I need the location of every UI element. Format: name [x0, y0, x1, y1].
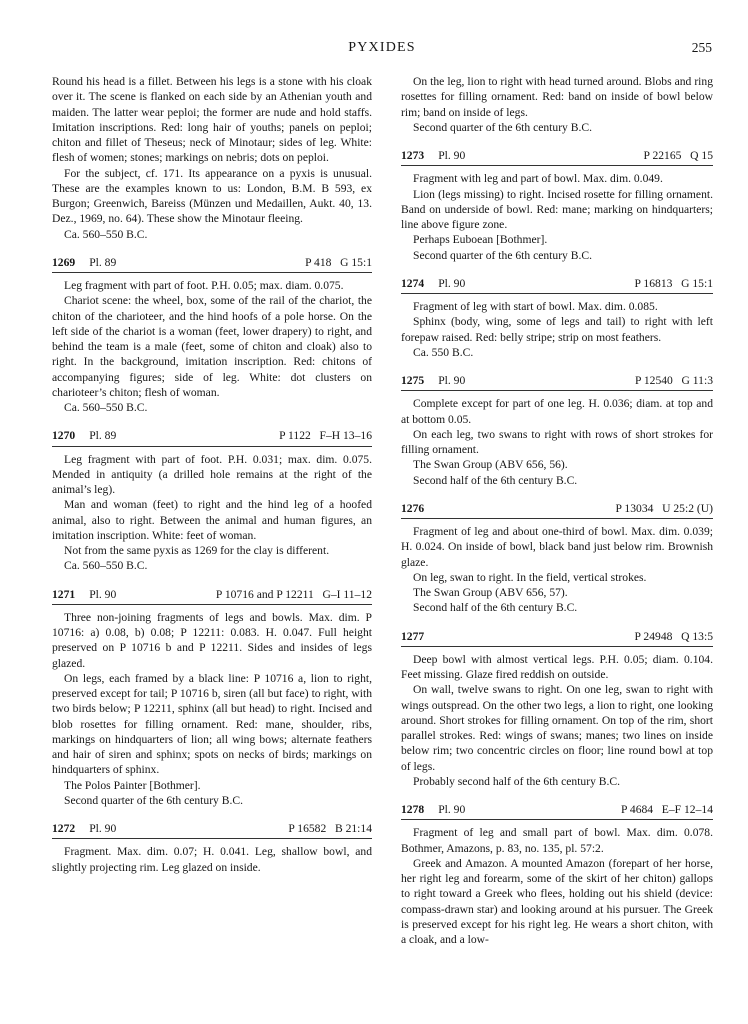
catalogue-entry-1278 [401, 802, 713, 947]
date-line: Probably second half of the 6th century B.C. [413, 774, 621, 788]
entry-number: 1272 [52, 822, 76, 835]
entry-header [52, 821, 372, 839]
entry-number: 1278 [401, 803, 425, 816]
date-line: Second half of the 6th century B.C. [413, 601, 578, 615]
right-intro [401, 74, 713, 135]
date-line: Ca. 560–550 B.C. [64, 227, 148, 241]
inventory-ref: P 4684 E–F 12–14 [620, 803, 713, 816]
attribution: The Swan Group (ABV 656, 56). [413, 458, 568, 472]
paragraph: On legs, each framed by a black line: P 10716 a, lion to right, preserved except for tail; P 10716 b, siren (all but face) to right, with two birds below; P 12211, sphinx (all but head) to right. Incised and blob rosettes for filling ornament. Red: mane, shoulder, ribs, markings on hindquarters of lion; all wing bows; alternate feathers and hair of siren and sphinx; spots on necks of birds; markings on hindquarters of sphinx. [52, 671, 372, 777]
paragraph: Lion (legs missing) to right. Incised rosette for filling ornament. Band on underside of bowl. Red: mane; marking on hindquarters; line above figure zone. [401, 187, 713, 231]
entry-number: 1273 [401, 149, 425, 162]
entry-header [401, 802, 713, 820]
paragraph: Leg fragment with part of foot. P.H. 0.05; max. diam. 0.075. [64, 279, 344, 292]
plate-ref: Pl. 90 [438, 374, 466, 387]
page-number: 255 [691, 40, 712, 55]
date-line: Ca. 560–550 B.C. [64, 401, 148, 414]
inventory-ref: P 24948 Q 13:5 [634, 629, 713, 643]
paragraph: Not from the same pyxis as 1269 for the clay is different. [64, 544, 330, 557]
paragraph: Complete except for part of one leg. H. 0.036; diam. at top and at bottom 0.05. [401, 397, 713, 426]
inventory-ref: P 22165 Q 15 [643, 149, 713, 162]
catalogue-entry-1275 [401, 373, 713, 488]
right-column [401, 74, 713, 947]
entry-header [401, 373, 713, 391]
entry-header [401, 629, 713, 647]
attribution: Perhaps Euboean [Bothmer]. [413, 233, 548, 247]
plate-ref: Pl. 90 [438, 803, 466, 816]
entry-header [401, 276, 713, 294]
entry-number: 1275 [401, 374, 425, 387]
paragraph: Chariot scene: the wheel, box, some of the rail of the chariot, the chiton of the charioteer, and the hind hoofs of a pole horse. On the left side of the chariot is a woman (feet, lower drapery) to right, and behind the team is a male (feet, some of chiton and cloak) also to right. In the background, imitation inscription. Red: chitons of accompanying figures; side of leg. White: dot clusters on charioteer’s chiton; flesh of woman. [52, 294, 372, 399]
paragraph: On wall, twelve swans to right. On one leg, swan to right with wings outspread. On the other two legs, a lion to right, one looking around. Short strokes for filling ornament. On top of the rim, short parallel strokes. Red: wings of swans; manes; two lines on inside below rim; two concentric circles on floor; line round bowl at top of legs. [401, 683, 713, 773]
inventory-ref: P 13034 U 25:2 (U) [615, 501, 713, 515]
catalogue-entry-1270 [52, 428, 372, 573]
plate-ref: Pl. 90 [89, 822, 117, 835]
date-line: Second half of the 6th century B.C. [413, 473, 578, 487]
attribution: The Swan Group (ABV 656, 57). [413, 586, 568, 599]
catalogue-entry-1277 [401, 629, 713, 790]
entry-header [401, 148, 713, 166]
paragraph: Greek and Amazon. A mounted Amazon (forepart of her horse, her right leg and forearm, some of the skirt of her chiton) gallops to right toward a Greek who flees, holding out his shield (device: compass-drawn star) and looking around at his pursuer. The Greek is preserved except for his right leg. He wears a short chiton, with a cloak, and a low- [401, 856, 713, 946]
inventory-ref: P 418 G 15:1 [305, 255, 372, 269]
entry-header [52, 587, 372, 605]
paragraph: Fragment of leg and about one-third of bowl. Max. dim. 0.039; H. 0.024. On inside of bowl, black band just below rim. Brownish glaze. [401, 525, 713, 569]
paragraph: On each leg, two swans to right with rows of short strokes for filling ornament. [401, 427, 713, 456]
running-title: PYXIDES [348, 40, 416, 55]
catalogue-entry-1272 [52, 821, 372, 875]
catalogue-entry-1271 [52, 587, 372, 809]
paragraph: Fragment. Max. dim. 0.07; H. 0.041. Leg, shallow bowl, and slightly projecting rim. Leg glazed on inside. [52, 845, 372, 874]
catalogue-entry-1273 [401, 148, 713, 263]
paragraph: Round his head is a fillet. Between his legs is a stone with his cloak over it. The scene is flanked on each side by an Athenian youth and maiden. The latter wear peploi; the former are nude and hold staffs. Imitation inscriptions. Red: long hair of youths; panels on peploi; chiton and fillet of Theseus; neck of Minotaur; sides of leg. White: flesh of women; stones; markings on nebris; dots on peploi. [52, 75, 372, 165]
attribution: The Polos Painter [Bothmer]. [64, 778, 201, 792]
plate-ref: Pl. 89 [89, 255, 117, 269]
paragraph: On leg, swan to right. In the field, vertical strokes. [413, 570, 647, 584]
entry-header [401, 501, 713, 519]
date-line: Ca. 560–550 B.C. [64, 559, 148, 573]
entry-number: 1271 [52, 587, 76, 601]
plate-ref: Pl. 90 [438, 276, 466, 290]
inventory-ref: P 16813 G 15:1 [634, 276, 713, 290]
paragraph: Leg fragment with part of foot. P.H. 0.031; max. dim. 0.075. Mended in antiquity (a drilled hole remains at the right of the animal’s leg). [52, 452, 372, 496]
inventory-ref: P 12540 G 11:3 [634, 374, 713, 387]
paragraph: On the leg, lion to right with head turned around. Blobs and ring rosettes for filling ornament. Red: band on inside of bowl below rim; band on inside of legs. [401, 75, 713, 119]
entry-number: 1274 [401, 276, 425, 290]
left-column [52, 74, 372, 875]
inventory-ref: P 10716 and P 12211 G–I 11–12 [215, 587, 372, 601]
paragraph: Fragment with leg and part of bowl. Max. dim. 0.049. [413, 172, 663, 186]
plate-ref: Pl. 89 [89, 429, 117, 443]
catalogue-entry-1274 [401, 276, 713, 360]
inventory-ref: P 16582 B 21:14 [288, 822, 372, 835]
paragraph: Man and woman (feet) to right and the hind leg of a hoofed animal, also to right. Between the animal and human figures, an imitation inscription. White: feet of woman. [52, 498, 372, 542]
entry-number: 1269 [52, 255, 76, 269]
paragraph: Three non-joining fragments of legs and bowls. Max. dim. P 10716: a) 0.08, b) 0.08; P 12211: 0.083. H. 0.047. Full height preserved on P 10716 b and P 12211. Sides and insides of legs glazed. [52, 610, 372, 670]
date-line: Ca. 550 B.C. [413, 345, 474, 359]
inventory-ref: P 1122 F–H 13–16 [279, 429, 372, 443]
date-line: Second quarter of the 6th century B.C. [64, 793, 244, 807]
paragraph: Deep bowl with almost vertical legs. P.H. 0.05; diam. 0.104. Feet missing. Glaze fired reddish on outside. [401, 652, 713, 681]
plate-ref: Pl. 90 [438, 149, 466, 162]
catalogue-entry-1276 [401, 501, 713, 616]
paragraph: Sphinx (body, wing, some of legs and tail) to right with left forepaw raised. Red: belly stripe; strip on most feathers. [401, 315, 713, 344]
entry-header [52, 428, 372, 446]
left-intro [52, 74, 372, 242]
entry-number: 1270 [52, 429, 76, 443]
entry-number: 1276 [401, 501, 425, 515]
catalogue-entry-1269 [52, 255, 372, 416]
paragraph: Fragment of leg with start of bowl. Max. dim. 0.085. [413, 300, 658, 313]
entry-number: 1277 [401, 629, 425, 643]
paragraph: Fragment of leg and small part of bowl. Max. dim. 0.078. Bothmer, Amazons, p. 83, no. 135, pl. 57:2. [401, 826, 713, 855]
entry-header [52, 255, 372, 273]
date-line: Second quarter of the 6th century B.C. [413, 120, 593, 134]
date-line: Second quarter of the 6th century B.C. [413, 248, 593, 262]
paragraph: For the subject, cf. 171. Its appearance on a pyxis is unusual. These are the examples known to us: London, B.M. B 593, ex Burgon; Greenwich, Bareiss (Münzen und Medaillen, Aukt. 40, 13. Dez., 1969, no. 64). These show the Minotaur fleeing. [52, 166, 372, 226]
plate-ref: Pl. 90 [89, 587, 117, 601]
page-header [52, 40, 712, 60]
